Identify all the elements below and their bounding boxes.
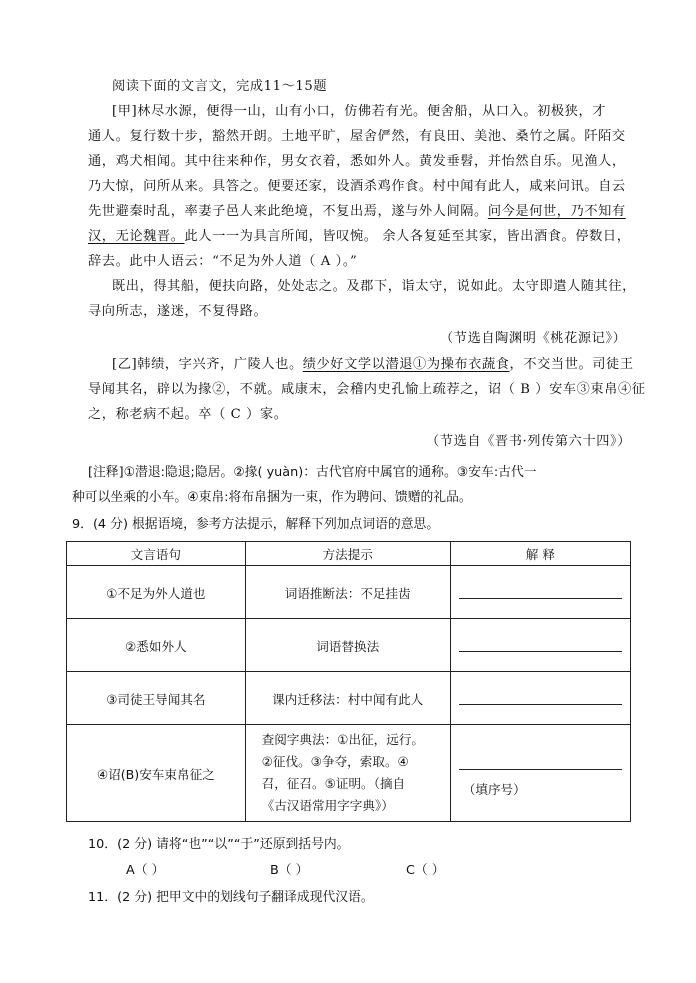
jia-line-8: 既出，得其船，便扶向路，处处志之。及郡下，诣太守，说如此。太守即遣人随其往，	[112, 279, 636, 294]
yi-line-2: 导闻其名，辟以为掾②，不就。咸康末，会稽内史孔愉上疏荐之，诏（ B ）安车③束帛④征	[88, 382, 646, 397]
yi-line-3: 之，称老病不起。卒（ C ）家。	[88, 407, 288, 422]
q9-title: 9．(4 分) 根据语境，参考方法提示，解释下列加点词语的意思。	[72, 517, 440, 532]
method-cell: 课内迁移法：村中闻有此人	[245, 672, 450, 725]
jia-line-6	[88, 228, 631, 246]
underlined-sentence-part-1: 问今是何世，乃不知有	[487, 204, 626, 219]
header-method: 方法提示	[245, 542, 450, 566]
sentence-cell: ①不足为外人道也	[67, 566, 246, 619]
method-cell: 词语替换法	[245, 619, 450, 672]
answer-cell	[450, 619, 630, 672]
answer-blank[interactable]	[459, 598, 622, 599]
q9-table	[66, 541, 631, 822]
table-row	[67, 672, 631, 725]
method-line: 查阅字典法：①出征，远行。	[261, 732, 425, 747]
header-sentence: 文言语句	[67, 542, 246, 566]
method-cell	[245, 725, 450, 822]
jia-line-4: 乃大惊，问所从来。具答之。便要还家，设酒杀鸡作食。村中闻有此人，咸来问讯。自云	[88, 179, 626, 194]
jia-line-1: [甲]林尽水源，便得一山，山有小口，仿佛若有光。便舍船，从口入。初极狭，才	[112, 104, 607, 119]
jia-line-9: 寻向所志，遂迷，不复得路。	[88, 304, 268, 319]
method-line: ②征伐。③争夺，索取。④	[261, 754, 409, 769]
answer-cell	[450, 672, 630, 725]
table-row	[67, 619, 631, 672]
answer-cell	[450, 725, 630, 822]
method-line: 《古汉语常用字字典》）	[261, 798, 394, 813]
jia-line-7: 辞去。此中人语云：“不足为外人道（ A ）。”	[88, 254, 358, 269]
notes-line-2: 种可以坐乘的小车。④束帛:将布帛捆为一束，作为聘问、馈赠的礼品。	[72, 490, 472, 505]
q10-blank-a[interactable]: A（ ）	[126, 863, 165, 878]
q11-title: 11．(2 分) 把甲文中的划线句子翻译成现代汉语。	[88, 890, 374, 905]
q10-blank-c[interactable]: C（ ）	[406, 863, 445, 878]
sentence-cell: ②悉如外人	[67, 619, 246, 672]
jia-line-5	[88, 203, 626, 221]
method-line: 召，征召。⑤证明。（摘自	[261, 776, 406, 791]
table-row	[67, 566, 631, 619]
notes-line-1: [注释]①潜退:隐退;隐居。②掾( yuàn)：古代官府中属官的通称。③安车:古代一	[88, 465, 537, 480]
jia-line-2: 通人。复行数十步，豁然开朗。土地平旷，屋舍俨然，有良田、美池、桑竹之属。阡陌交	[88, 129, 626, 144]
answer-blank[interactable]	[459, 704, 622, 705]
yi-line-1c: ，不交当世。司徒王	[509, 357, 634, 372]
sentence-cell: ④诏(B)安车束帛征之	[67, 725, 246, 822]
q9-header-row	[67, 542, 631, 566]
method-cell: 词语推断法：不足挂齿	[245, 566, 450, 619]
reading-intro: 阅读下面的文言文，完成11～15题	[112, 79, 328, 94]
yi-underlined-sentence: 绩少好文学以潜退①为操布衣蔬食	[302, 357, 510, 372]
yi-source: （节选自《晋书·列传第六十四》）	[426, 434, 632, 449]
jia-line-3: 通，鸡犬相闻。其中往来种作，男女衣着，悉如外人。黄发垂髫，并怡然自乐。见渔人，	[88, 154, 626, 169]
yi-line-1a: [乙]韩绩，字兴齐，广陵人也。	[112, 357, 303, 372]
header-answer: 解 释	[450, 542, 630, 566]
table-row	[67, 725, 631, 822]
fill-number-note: （填序号）	[462, 782, 526, 797]
underlined-sentence-part-2: 汉，无论魏晋。	[88, 229, 185, 244]
answer-cell	[450, 566, 630, 619]
sentence-cell: ③司徒王导闻其名	[67, 672, 246, 725]
q10-title: 10．(2 分) 请将“也”“以”“于”还原到括号内。	[88, 837, 350, 852]
yi-line-1	[112, 356, 634, 374]
jia-source: （节选自陶渊明《桃花源记》）	[440, 331, 627, 346]
answer-blank[interactable]	[459, 651, 622, 652]
jia-line-5-text: 先世避秦时乱，率妻子邑人来此绝境，不复出焉，遂与外人间隔。	[88, 204, 488, 219]
jia-line-6-text: 此人一一为具言所闻，皆叹惋。 余人各复延至其家，皆出酒食。停数日，	[184, 229, 631, 244]
q10-blank-b[interactable]: B（ ）	[270, 863, 309, 878]
answer-blank[interactable]	[459, 769, 622, 770]
